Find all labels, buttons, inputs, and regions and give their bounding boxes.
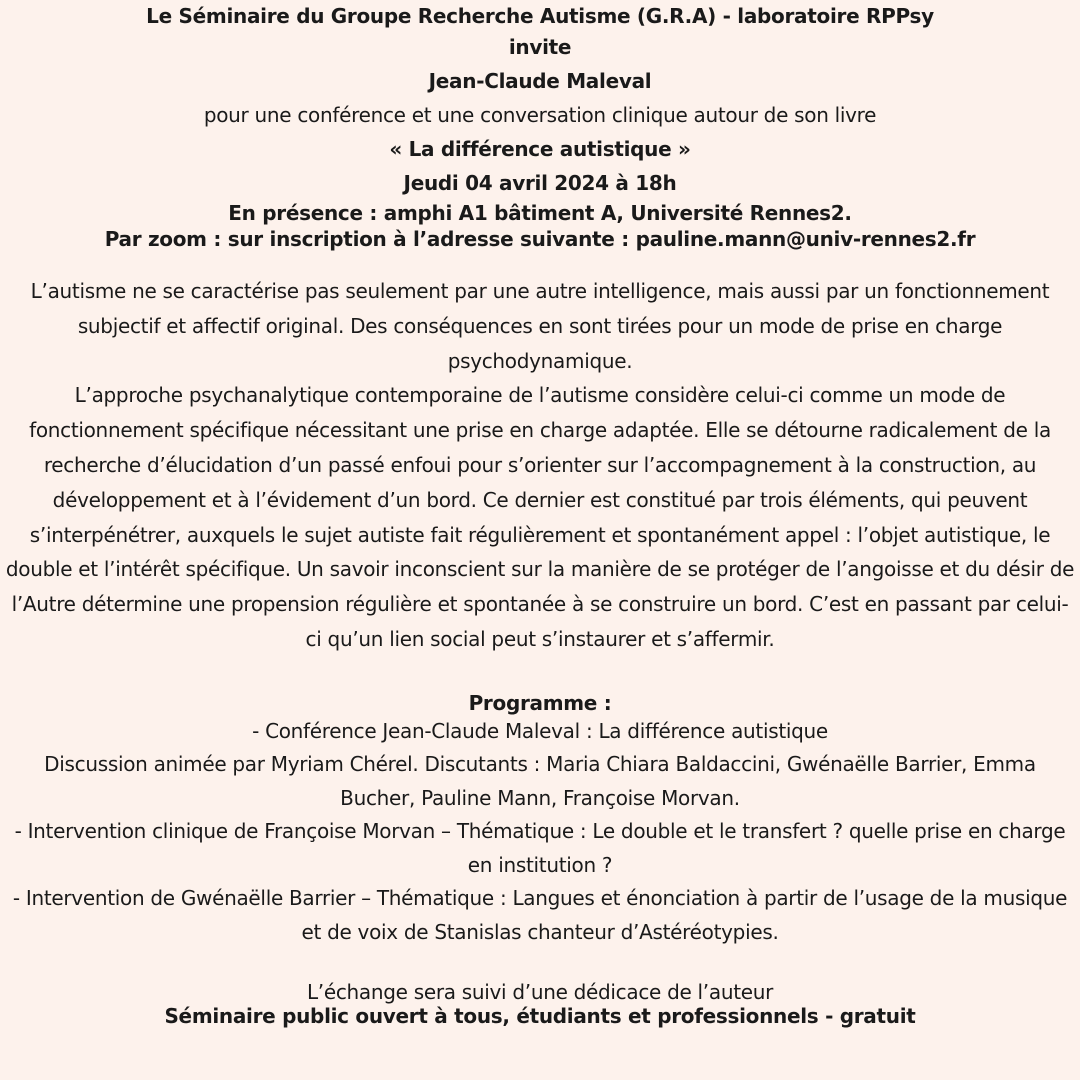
programme-item: Discussion animée par Myriam Chérel. Discutants : Maria Chiara Baldaccini, Gwénaëlle Barrier, Emma Bucher, Pauline Mann, Françoise Morvan.: [44, 752, 1036, 810]
description-paragraph: L’approche psychanalytique contemporaine de l’autisme considère celui-ci comme un mode de fonctionnement spécifique nécessitant une prise en charge adaptée. Elle se détourne radicalement de la recherche d’élucidation d’un passé enfoui pour s’orienter sur l’accompagnement à la construction, au développement et à l’évidement d’un bord. Ce dernier est constitué par trois éléments, qui peuvent s’interpénétrer, auxquels le sujet autiste fait régulièrement et spontanément appel : l’objet autistique, le double et l’intérêt spécifique. Un savoir inconscient sur la manière de se protéger de l’angoisse et du désir de l’Autre détermine une propension régulière et spontanée à se construire un bord. C’est en passant par celui-ci qu’un lien social peut s’instaurer et s’affermir.: [5, 383, 1075, 651]
poster-footer: [4, 979, 1076, 1027]
event-location: En présence : amphi A1 bâtiment A, Université Rennes2.: [228, 201, 852, 225]
public-access-note: Séminaire public ouvert à tous, étudiants et professionnels - gratuit: [164, 1004, 916, 1029]
zoom-registration: Par zoom : sur inscription à l’adresse suivante : pauline.mann@univ-rennes2.fr: [104, 227, 976, 251]
description-paragraph: L’autisme ne se caractérise pas seulement par une autre intelligence, mais aussi par un fonctionnement subjectif et affectif original. Des conséquences en sont tirées pour un mode de prise en charge psychodynamique.: [30, 279, 1050, 373]
dedication-note: L’échange sera suivi d’une dédicace de l’auteur: [306, 980, 774, 1005]
programme-item: - Intervention clinique de Françoise Morvan – Thématique : Le double et le transfert ? quelle prise en charge en institution ?: [14, 819, 1066, 877]
invite-line: invite: [508, 35, 572, 59]
programme-title: Programme :: [468, 690, 612, 715]
description: [4, 274, 1076, 657]
programme-section: [4, 691, 1076, 950]
book-title: « La différence autistique »: [389, 137, 691, 161]
programme-item: - Conférence Jean-Claude Maleval : La différence autistique: [252, 718, 828, 743]
event-subtitle: pour une conférence et une conversation clinique autour de son livre: [203, 103, 877, 127]
programme-item: - Intervention de Gwénaëlle Barrier – Thématique : Langues et énonciation à partir de l’usage de la musique et de voix de Stanislas chanteur d’Astéréotypies.: [12, 886, 1068, 944]
speaker-name: Jean-Claude Maleval: [428, 69, 652, 93]
organizer-line: Le Séminaire du Groupe Recherche Autisme (G.R.A) - laboratoire RPPsy: [146, 4, 934, 28]
poster-header: [4, 2, 1076, 252]
event-date: Jeudi 04 avril 2024 à 18h: [403, 171, 677, 195]
